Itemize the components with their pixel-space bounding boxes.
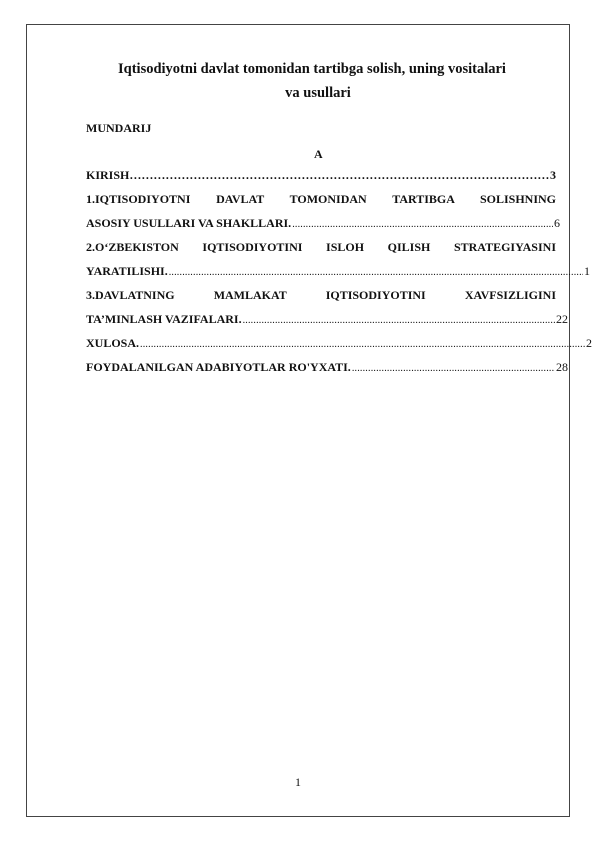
toc-entry-1-line-1[interactable]: 1.IQTISODIYOTNI DAVLAT TOMONIDAN TARTIBGA SOLISHNING [86,192,556,206]
toc-heading: MUNDARIJ [86,121,152,135]
toc-entry-page: 3 [550,168,556,182]
toc-leader-dots [352,359,555,379]
toc-entry-label: XULOSA. [86,336,140,350]
toc-entry-2-line-1[interactable]: 2.O‘ZBEKISTON IQTISODIYOTINI ISLOH QILISH STRATEGIYASINI [86,240,556,254]
toc-entry-kirish[interactable] [86,165,556,185]
toc-entry-page: 22 [556,312,568,326]
toc-entry-xulosa[interactable] [86,333,592,353]
toc-entry-label: FOYDALANILGAN ADABIYOTLAR RO'YXATI. [86,360,351,374]
toc-entry-label: ASOSIY USULLARI VA SHAKLLARI. [86,216,292,230]
toc-entry-page: 28 [556,360,568,374]
toc-entry-3-line-1[interactable]: 3.DAVLATNING MAMLAKAT IQTISODIYOTINI XAVFSIZLIGINI [86,288,556,302]
toc-entry-1[interactable] [86,213,560,233]
toc-entry-references[interactable] [86,357,568,377]
toc-leader-dots [140,335,585,355]
toc-leader-dots [243,311,555,331]
toc-entry-page: 1 [584,264,590,278]
toc-entry-label: YARATILISHI. [86,264,168,278]
toc-entry-label: TA’MINLASH VAZIFALARI. [86,312,242,326]
toc-entry-page: 2 [586,336,592,350]
toc-leader-dots [129,165,550,185]
toc-heading-tail: A [314,147,323,161]
document-title-line-1: Iqtisodiyotni davlat tomonidan tartibga solish, uning vositalari [118,61,506,77]
toc-entry-2[interactable] [86,261,590,281]
page-number: 1 [295,775,301,789]
page-border [26,24,570,817]
toc-entry-3[interactable] [86,309,568,329]
toc-leader-dots [169,263,583,283]
toc-leader-dots [292,215,553,235]
document-title-line-2: va usullari [285,85,351,101]
toc-entry-page: 6 [554,216,560,230]
toc-entry-label: KIRISH [86,168,130,182]
